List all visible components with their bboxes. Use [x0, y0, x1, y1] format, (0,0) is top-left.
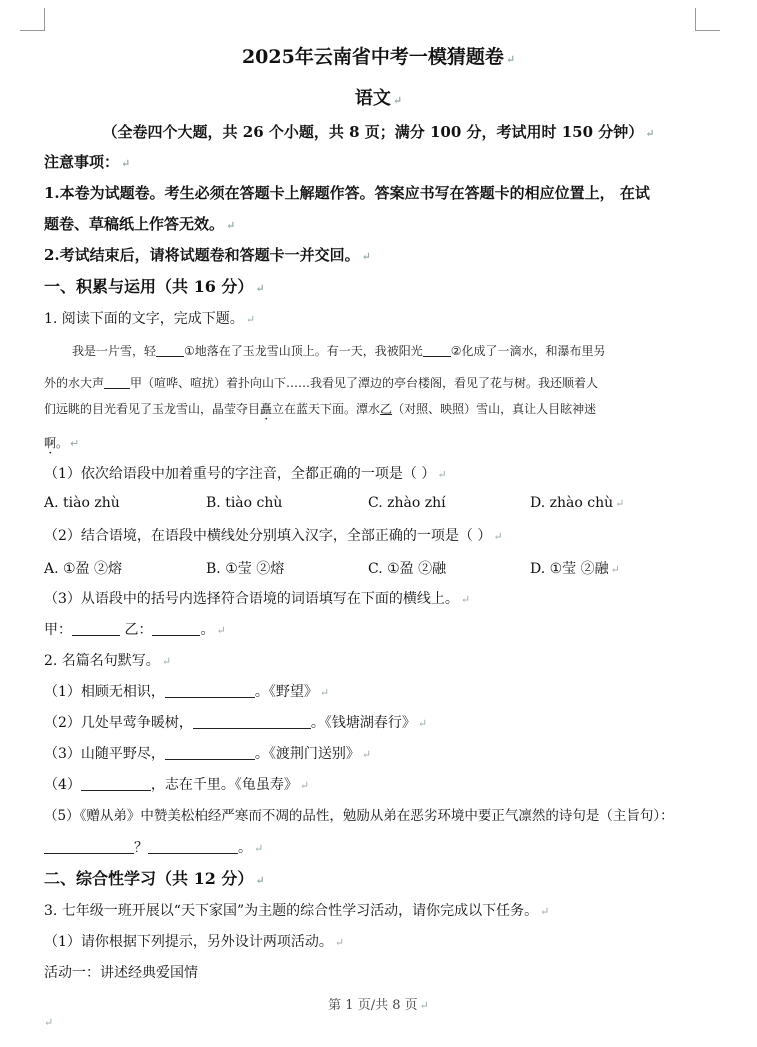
paragraph-mark-icon: ↵ [254, 842, 264, 855]
answer-blank-2-2 [193, 716, 311, 729]
question-1-2: （2）结合语境，在语段中横线处分别填入汉字，全部正确的一项是（ ） ↵ [44, 528, 503, 544]
option-1-1-a: A. tiào zhù [44, 495, 120, 511]
question-1-stem: 1. 阅读下面的文字，完成下题。 ↵ [44, 311, 256, 327]
paragraph-mark-icon: ↵ [392, 94, 403, 107]
paragraph-mark-icon: ↵ [493, 530, 503, 543]
option-1-2-a: A. ①盈 ②熔 [44, 561, 123, 577]
notice-item-1-line-1: 1.本卷为试题卷。考生必须在答题卡上解题作答。答案应书写在答题卡的相应位置上， 在试 [44, 184, 650, 202]
paragraph-mark-icon: ↵ [361, 250, 371, 263]
paragraph-mark-icon: ↵ [540, 905, 550, 918]
passage-line-2: 外的水大声 甲（喧哗、喧扰）着扑向山下……我看见了潭边的亭台楼阁，看见了花与树。我还顺着人 [44, 376, 599, 390]
option-1-2-c: C. ①盈 ②融 [368, 561, 447, 577]
question-2-4: （4） ，志在千里。《龟虽寿》 ↵ [44, 777, 310, 793]
exam-info: （全卷四个大题，共 26 个小题，共 8 页；满分 100 分，考试用时 150 分钟） ↵ [102, 123, 655, 141]
passage-line-3: 们远眺的目光看见了玉龙雪山，晶莹夺目矗立在蓝天下面。潭水乙（对照、映照）雪山，真让人目眩神迷 [44, 402, 597, 416]
passage-line-4: 啊。 ↵ [44, 436, 80, 450]
trailing-paragraph-mark [42, 1012, 53, 1033]
paragraph-mark-icon: ↵ [319, 686, 330, 699]
paragraph-mark-icon: ↵ [44, 1016, 54, 1029]
paragraph-mark-icon: ↵ [299, 779, 310, 792]
paragraph-mark-icon: ↵ [419, 999, 429, 1012]
answer-blank-2-3 [165, 747, 255, 760]
paragraph-mark-icon: ↵ [216, 624, 226, 637]
blank-2 [423, 344, 451, 357]
section-1-heading: 一、积累与运用（共 16 分） ↵ [44, 277, 265, 296]
paragraph-mark-icon: ↵ [161, 655, 172, 668]
option-1-1-d: D. zhào chù ↵ [530, 495, 625, 511]
notice-item-1-line-2: 题卷、草稿纸上作答无效。 ↵ [44, 215, 236, 233]
paragraph-mark-icon: ↵ [610, 563, 620, 576]
question-2-2: （2）几处早莺争暖树， 。《钱塘湖春行》 ↵ [44, 715, 428, 731]
answer-blank-2-1 [165, 685, 255, 698]
question-2-stem: 2. 名篇名句默写。 ↵ [44, 653, 172, 669]
notice-item-2: 2.考试结束后，请将试题卷和答题卡一并交回。 ↵ [44, 246, 371, 264]
question-2-3: （3）山随平野尽， 。《渡荆门送别》 ↵ [44, 746, 372, 762]
answer-blank-jia [72, 623, 120, 636]
subject-title: 语文 ↵ [354, 88, 403, 109]
paragraph-mark-icon: ↵ [245, 313, 256, 326]
paragraph-mark-icon: ↵ [334, 936, 345, 949]
question-3-stem: 3. 七年级一班开展以“天下家国”为主题的综合性学习活动，请你完成以下任务。 ↵ [44, 903, 550, 919]
answer-blank-2-5-a [44, 841, 134, 854]
paragraph-mark-icon: ↵ [437, 468, 447, 481]
question-1-3: （3）从语段中的括号内选择符合语境的词语填写在下面的横线上。 ↵ [44, 591, 471, 607]
option-1-1-c: C. zhào zhí [368, 495, 446, 511]
page-footer: 第 1 页/共 8 页 ↵ [328, 998, 429, 1013]
option-1-1-b: B. tiào chù [206, 495, 283, 511]
question-2-5-answer-line: ？ 。 ↵ [44, 838, 263, 859]
question-2-5: （5）《赠从弟》中赞美松柏经严寒而不凋的品性，勉励从弟在恶劣环境中要正气凛然的诗句是（主旨句）： [44, 808, 674, 824]
activity-1: 活动一：讲述经典爱国情 [44, 965, 198, 981]
paragraph-mark-icon: ↵ [505, 53, 516, 66]
paragraph-mark-icon: ↵ [417, 717, 428, 730]
paragraph-mark-icon: ↵ [255, 282, 265, 295]
answer-blank-2-5-b [148, 841, 238, 854]
crop-mark-top-left [20, 8, 45, 31]
blank-jia [104, 376, 130, 389]
paragraph-mark-icon: ↵ [121, 157, 131, 170]
question-1-3-answer-line: 甲： 乙： 。 ↵ [44, 622, 226, 638]
notice-heading: 注意事项： ↵ [44, 153, 131, 171]
question-3-1: （1）请你根据下列提示，另外设计两项活动。 ↵ [44, 934, 345, 950]
paragraph-mark-icon: ↵ [70, 437, 80, 450]
option-1-2-d: D. ①莹 ②融 ↵ [530, 561, 620, 577]
crop-mark-top-right [695, 8, 720, 31]
paragraph-mark-icon: ↵ [615, 497, 625, 510]
answer-blank-yi [152, 623, 200, 636]
paragraph-mark-icon: ↵ [645, 127, 655, 140]
answer-blank-2-4 [81, 778, 151, 791]
paragraph-mark-icon: ↵ [361, 748, 372, 761]
paragraph-mark-icon: ↵ [255, 874, 265, 887]
section-2-heading: 二、综合性学习（共 12 分） ↵ [44, 869, 265, 888]
passage-line-1: 我是一片雪，轻 ①地落在了玉龙雪山顶上。有一天，我被阳光 ②化成了一滴水，和瀑布里另 [72, 344, 606, 358]
blank-1 [156, 344, 184, 357]
paragraph-mark-icon: ↵ [460, 593, 471, 606]
option-1-2-b: B. ①莹 ②熔 [206, 561, 285, 577]
exam-title: 2025年云南省中考一模猜题卷 ↵ [241, 46, 516, 68]
question-2-1: （1）相顾无相识， 。《野望》 ↵ [44, 684, 330, 700]
question-1-1: （1）依次给语段中加着重号的字注音，全都正确的一项是（ ） ↵ [44, 466, 447, 482]
paragraph-mark-icon: ↵ [226, 219, 236, 232]
